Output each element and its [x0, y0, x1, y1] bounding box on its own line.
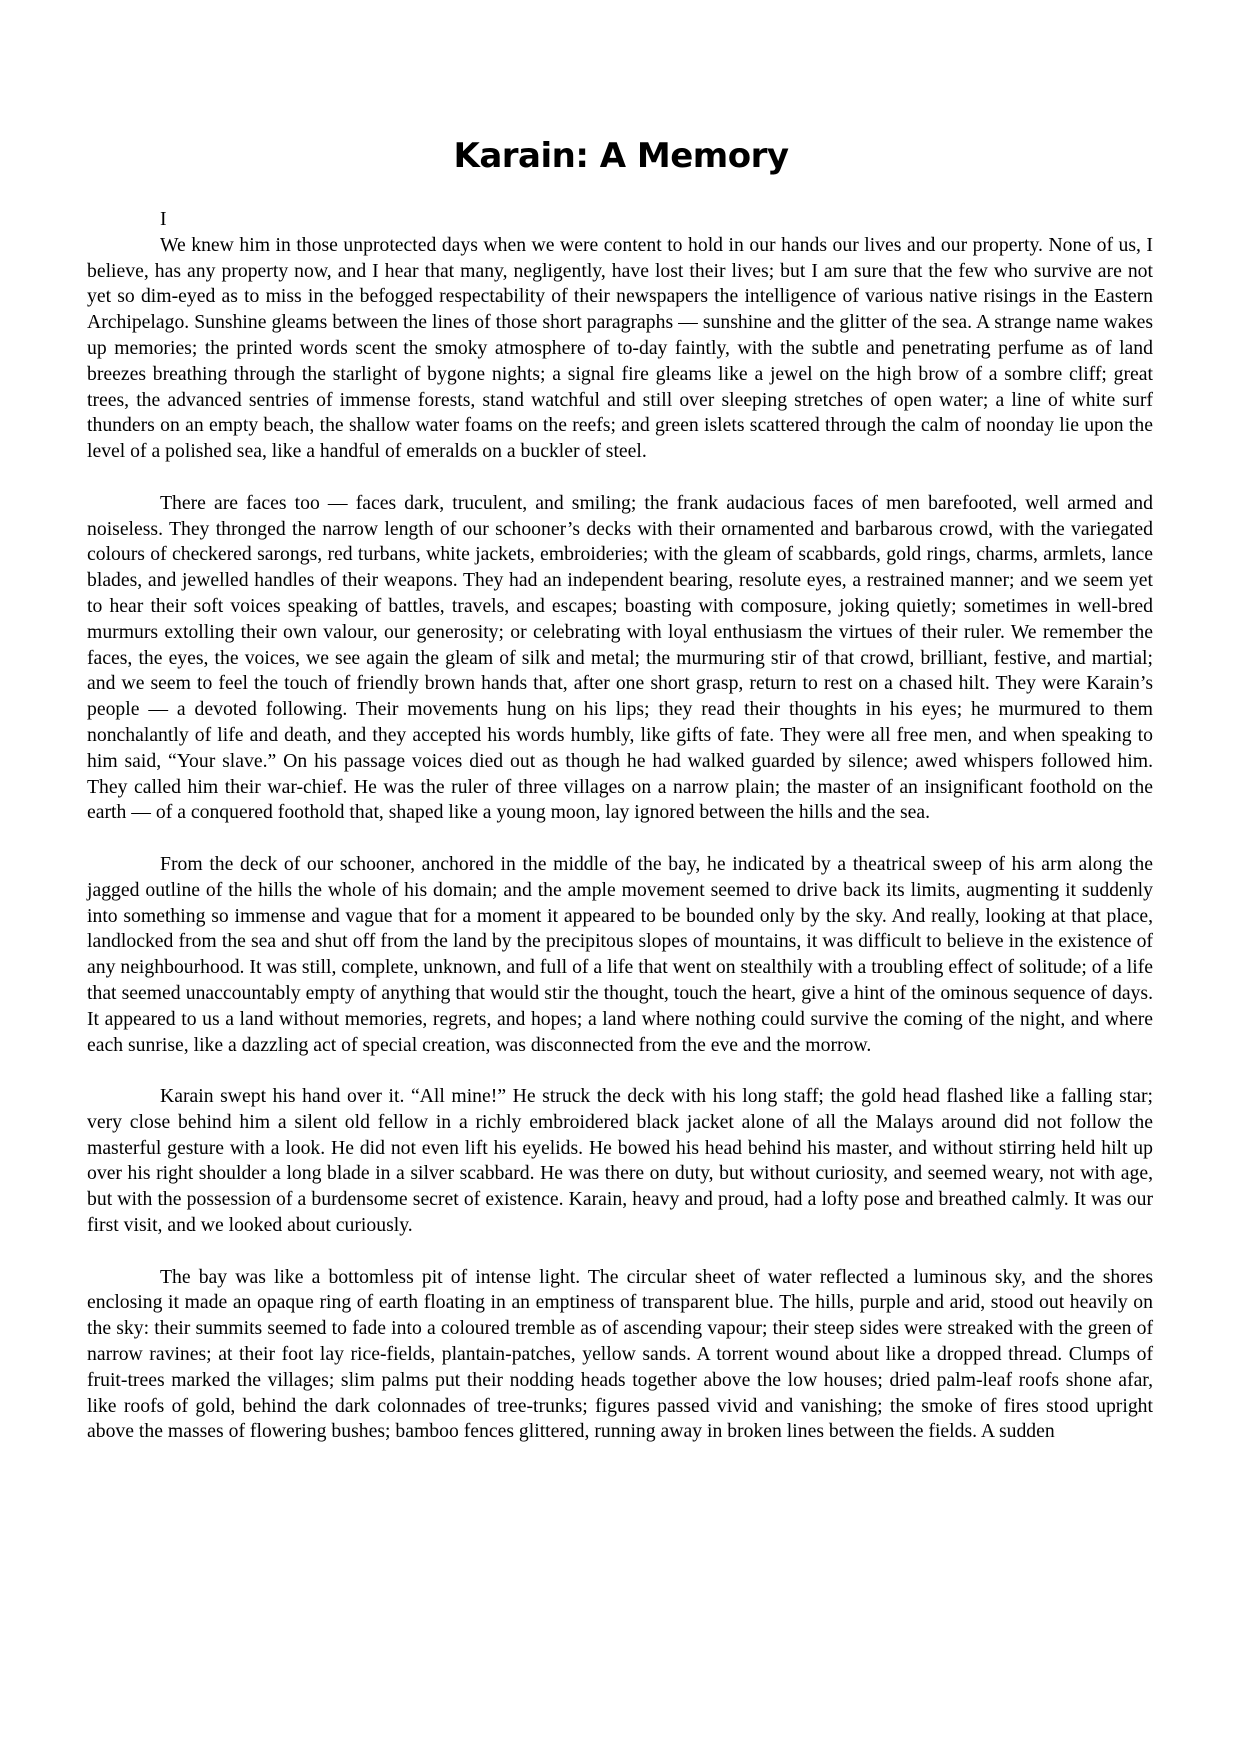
story-body — [87, 207, 1153, 1445]
paragraph: The bay was like a bottomless pit of intense light. The circular sheet of water reflected a luminous sky, and the shores enclosing it made an opaque ring of earth floating in an emptiness of transparent blue. The hills, purple and arid, stood out heavily on the sky: their summits seemed to fade into a coloured tremble as of ascending vapour; their steep sides were streaked with the green of narrow ravines; at their foot lay rice-fields, plantain-patches, yellow sands. A torrent wound about like a dropped thread. Clumps of fruit-trees marked the villages; slim palms put their nodding heads together above the low houses; dried palm-leaf roofs shone afar, like roofs of gold, behind the dark colonnades of tree-trunks; figures passed vivid and vanishing; the smoke of fires stood upright above the masses of flowering bushes; bamboo fences glittered, running away in broken lines between the fields. A sudden — [87, 1265, 1153, 1443]
paragraph: Karain swept his hand over it. “All mine!” He struck the deck with his long staff; the gold head flashed like a falling star; very close behind him a silent old fellow in a richly embroidered black jacket alone of all the Malays around did not follow the masterful gesture with a look. He did not even lift his eyelids. He bowed his head behind his master, and without stirring held hilt up over his right shoulder a long blade in a silver scabbard. He was there on duty, but without curiosity, and seemed weary, not with age, but with the possession of a burdensome secret of existence. Karain, heavy and proud, had a lofty pose and breathed calmly. It was our first visit, and we looked about curiously. — [87, 1085, 1153, 1237]
paragraph: We knew him in those unprotected days when we were content to hold in our hands our lives and our property. None of us, I believe, has any property now, and I hear that many, negligently, have lost their lives; but I am sure that the few who survive are not yet so dim-eyed as to miss in the befogged respectability of their newspapers the intelligence of various native risings in the Eastern Archipelago. Sunshine gleams between the lines of those short paragraphs — sunshine and the glitter of the sea. A strange name wakes up memories; the printed words scent the smoky atmosphere of to-day faintly, with the subtle and penetrating perfume as of land breezes breathing through the starlight of bygone nights; a signal fire gleams like a jewel on the high brow of a sombre cliff; great trees, the advanced sentries of immense forests, stand watchful and still over sleeping stretches of open water; a line of white surf thunders on an empty beach, the shallow water foams on the reefs; and green islets scattered through the calm of noonday lie upon the level of a polished sea, like a handful of emeralds on a buckler of steel. — [87, 233, 1153, 463]
paragraph: From the deck of our schooner, anchored in the middle of the bay, he indicated by a theatrical sweep of his arm along the jagged outline of the hills the whole of his domain; and the ample movement seemed to drive back its limits, augmenting it suddenly into something so immense and vague that for a moment it appeared to be bounded only by the sky. And really, looking at that place, landlocked from the sea and shut off from the land by the precipitous slopes of mountains, it was difficult to believe in the existence of any neighbourhood. It was still, complete, unknown, and full of a life that went on stealthily with a troubling effect of solitude; of a life that seemed unaccountably empty of anything that would stir the thought, touch the heart, give a hint of the ominous sequence of days. It appeared to us a land without memories, regrets, and hopes; a land where nothing could survive the coming of the night, and where each sunrise, like a dazzling act of special creation, was disconnected from the eve and the morrow. — [87, 852, 1153, 1056]
chapter-number: I — [160, 208, 167, 230]
paragraph: There are faces too — faces dark, truculent, and smiling; the frank audacious faces of men barefooted, well armed and noiseless. They thronged the narrow length of our schooner’s decks with their ornamented and barbarous crowd, with the variegated colours of checkered sarongs, red turbans, white jackets, embroideries; with the gleam of scabbards, gold rings, charms, armlets, lance blades, and jewelled handles of their weapons. They had an independent bearing, resolute eyes, a restrained manner; and we seem yet to hear their soft voices speaking of battles, travels, and escapes; boasting with composure, joking quietly; sometimes in well-bred murmurs extolling their own valour, our generosity; or celebrating with loyal enthusiasm the virtues of their ruler. We remember the faces, the eyes, the voices, we see again the gleam of silk and metal; the murmuring stir of that crowd, brilliant, festive, and martial; and we seem to feel the touch of friendly brown hands that, after one short grasp, return to rest on a chased hilt. They were Karain’s people — a devoted following. Their movements hung on his lips; they read their thoughts in his eyes; he murmured to them nonchalantly of life and death, and they accepted his words humbly, like gifts of fate. They were all free men, and when speaking to him said, “Your slave.” On his passage voices died out as though he had walked guarded by silence; awed whispers followed him. They called him their war-chief. He was the ruler of three villages on a narrow plain; the master of an insignificant foothold on the earth — of a conquered foothold that, shaped like a young moon, lay ignored between the hills and the sea. — [87, 491, 1153, 824]
page-title: Karain: A Memory — [453, 136, 789, 176]
